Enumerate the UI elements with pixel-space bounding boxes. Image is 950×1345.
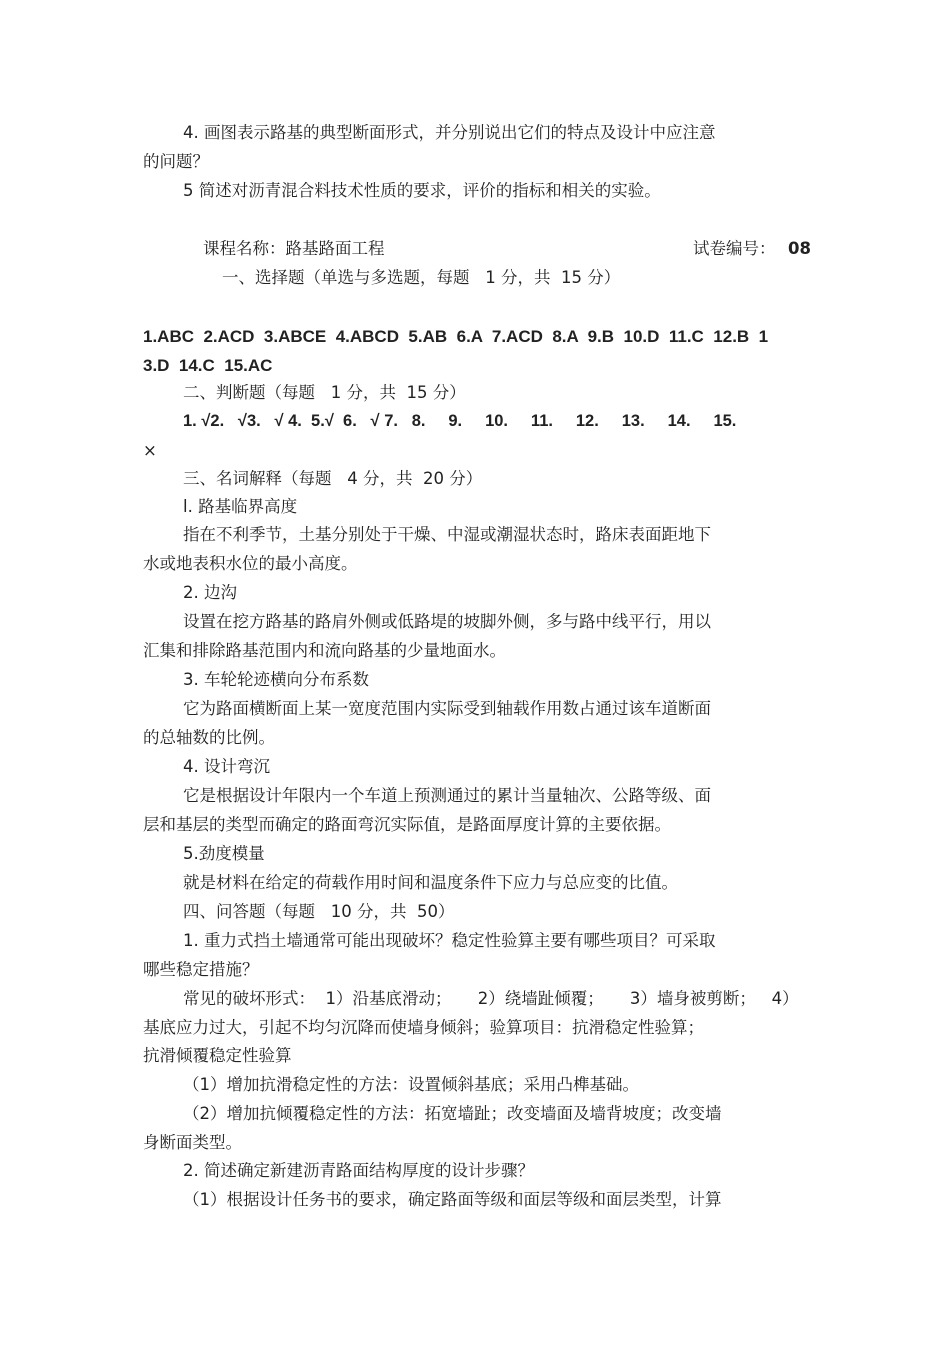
qa1-question-line1: 1. 重力式挡土墙通常可能出现破坏？稳定性验算主要有哪些项目？可采取 — [183, 931, 716, 950]
section1-answers-line2: 3.D 14.C 15.AC — [143, 356, 273, 375]
qa2-answer-line1: （1）根据设计任务书的要求，确定路面等级和面层等级和面层类型，计算 — [183, 1190, 722, 1209]
section2-title: 二、判断题（每题 1 分，共 15 分） — [183, 383, 466, 402]
term-3-def-line1: 它为路面横断面上某一宽度范围内实际受到轴载作用数占通过该车道断面 — [183, 699, 711, 718]
section3-title: 三、名词解释（每题 4 分，共 20 分） — [183, 469, 483, 488]
qa1-measure-2-line1: （2）增加抗倾覆稳定性的方法：拓宽墙趾；改变墙面及墙背坡度；改变墙 — [183, 1104, 722, 1123]
qa1-answer-line1: 常见的破坏形式： 1）沿基底滑动； 2）绕墙趾倾覆； 3）墙身被剪断； 4） — [183, 989, 799, 1008]
course-name: 课程名称：路基路面工程 — [203, 239, 385, 258]
qa2-question: 2. 简述确定新建沥青路面结构厚度的设计步骤？ — [183, 1161, 534, 1180]
term-4-def-line1: 它是根据设计年限内一个车道上预测通过的累计当量轴次、公路等级、面 — [183, 786, 711, 805]
section2-answers-line1: 1. √2. √3. √ 4. 5.√ 6. √ 7. 8. 9. 10. 11. 12. 13. 14. 15. — [183, 412, 737, 430]
section2-answers-line2: × — [143, 441, 157, 460]
term-3-title: 3. 车轮轮迹横向分布系数 — [183, 670, 369, 689]
qa1-measure-2-line2: 身断面类型。 — [143, 1133, 242, 1152]
term-3-def-line2: 的总轴数的比例。 — [143, 728, 275, 747]
term-5-def-line1: 就是材料在给定的荷载作用时间和温度条件下应力与总应变的比值。 — [183, 873, 678, 892]
qa1-measure-1: （1）增加抗滑稳定性的方法：设置倾斜基底；采用凸榫基础。 — [183, 1075, 639, 1094]
term-2-title: 2. 边沟 — [183, 583, 237, 602]
prev-question-5: 5 简述对沥青混合料技术性质的要求，评价的指标和相关的实验。 — [183, 181, 661, 200]
qa1-question-line2: 哪些稳定措施？ — [143, 960, 259, 979]
term-4-title: 4. 设计弯沉 — [183, 757, 270, 776]
term-2-def-line2: 汇集和排除路基范围内和流向路基的少量地面水。 — [143, 641, 506, 660]
term-2-def-line1: 设置在挖方路基的路肩外侧或低路堤的坡脚外侧，多与路中线平行，用以 — [183, 612, 711, 631]
term-4-def-line2: 层和基层的类型而确定的路面弯沉实际值，是路面厚度计算的主要依据。 — [143, 815, 671, 834]
paper-number: 08 — [788, 239, 811, 258]
term-1-def-line2: 水或地表积水位的最小高度。 — [143, 554, 358, 573]
section4-title: 四、问答题（每题 10 分，共 50） — [183, 902, 455, 921]
qa1-answer-line2: 基底应力过大，引起不均匀沉降而使墙身倾斜；验算项目：抗滑稳定性验算； — [143, 1018, 704, 1037]
prev-question-4-line2: 的问题？ — [143, 152, 209, 171]
term-1-def-line1: 指在不利季节，土基分别处于干燥、中湿或潮湿状态时，路床表面距地下 — [183, 525, 711, 544]
prev-question-4-line1: 4. 画图表示路基的典型断面形式，并分别说出它们的特点及设计中应注意 — [183, 123, 716, 142]
term-5-title: 5.劲度模量 — [183, 844, 265, 863]
section1-title: 一、选择题（单选与多选题，每题 1 分，共 15 分） — [222, 268, 621, 287]
qa1-answer-line3: 抗滑倾覆稳定性验算 — [143, 1046, 292, 1065]
paper-number-label: 试卷编号： — [693, 239, 776, 258]
section1-answers-line1: 1.ABC 2.ACD 3.ABCE 4.ABCD 5.AB 6.A 7.ACD 8.A 9.B 10.D 11.C 12.B 1 — [143, 327, 769, 346]
term-1-title: l. 路基临界高度 — [183, 497, 298, 516]
